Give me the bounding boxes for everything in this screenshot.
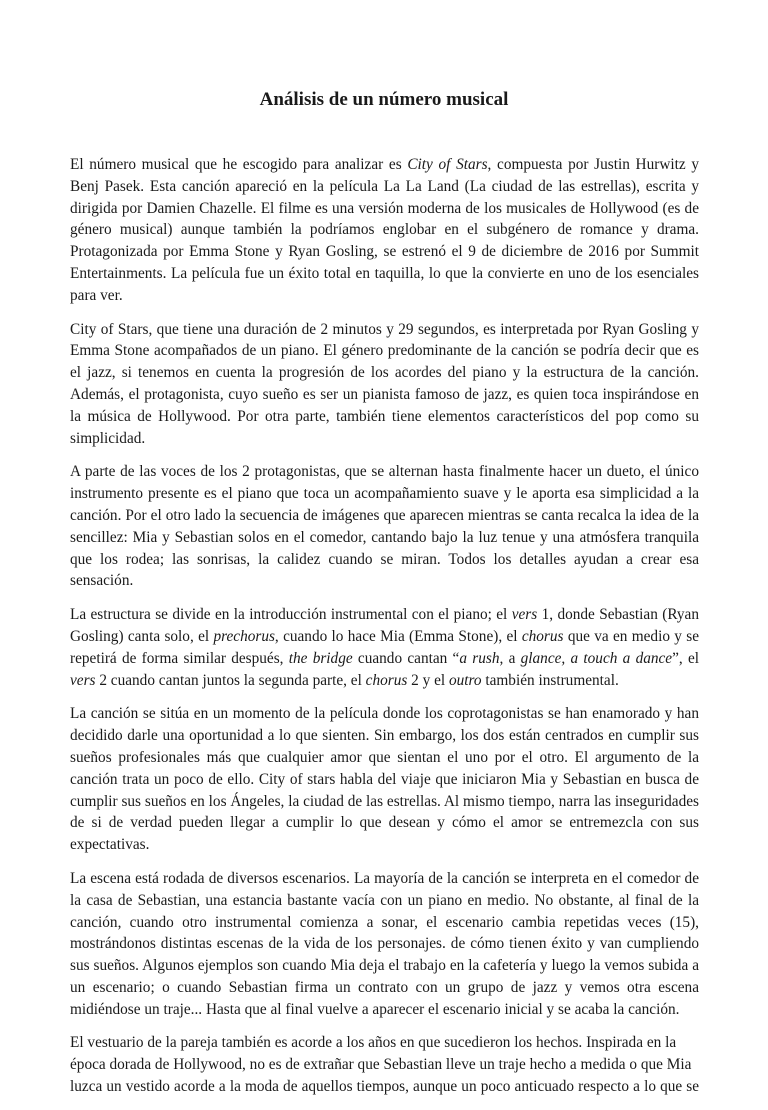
italic-text: chorus	[521, 627, 564, 645]
paragraph-text: , cuando lo hace Mia (Emma Stone), el	[274, 627, 522, 645]
paragraph-text: A parte de las voces de los 2 protagonistas, que se alternan hasta finalmente hacer un dueto, el único instrumento presente es el piano que toca un acompañamiento suave y le aporta esa simplicidad a la canción. Por el otro lado la secuencia de imágenes que aparecen mientras se canta recalca la idea de la sencillez: Mia y Sebastian solos en el comedor, cantando bajo la luz tenue y una atmósfera tranquila que los rodea; las sonrisas, la calidez cuando se miran. Todos los detalles ayudan a crear esa sensación.	[70, 463, 699, 590]
paragraph-text: también instrumental.	[481, 671, 619, 689]
italic-text: vers	[511, 606, 538, 624]
paragraph-text: 2 cuando cantan juntos la segunda parte, el	[95, 671, 366, 689]
paragraph-text: que va en medio y se repetirá de forma similar después,	[70, 627, 699, 667]
paragraph-text: La canción se sitúa en un momento de la película donde los coprotagonistas se han enamorado y han decidido darle una oportunidad a lo que sienten. Sin embargo, los dos están centrados en cumplir sus sueños profesionales más que cualquier amor que sientan el uno por el otro. El argumento de la canción trata un poco de ello. City of stars habla del viaje que iniciaron Mia y Sebastian en busca de cumplir sus sueños en los Ángeles, la ciudad de las estrellas. Al mismo tiempo, narra las inseguridades de si de verdad pueden llegar a cumplir lo que desean y cómo el amor se entremezcla con sus expectativas.	[70, 705, 699, 854]
paragraph-text: La estructura se divide en la introducción instrumental con el piano; el	[70, 606, 512, 624]
italic-text: City of Stars	[407, 156, 488, 173]
italic-text: prechorus	[213, 627, 275, 645]
paragraph-text: 1, donde Sebastian (Ryan Gosling) canta solo, el	[70, 606, 699, 645]
italic-text: outro	[448, 671, 482, 689]
paragraph-text: La escena está rodada de diversos escenarios. La mayoría de la canción se interpreta en el comedor de la casa de Sebastian, una estancia bastante vacía con un piano en medio. No obstante, al final de la canción, cuando otro instrumental comienza a sonar, el escenario cambia repetidas veces (15), mostrándonos distintas escenas de la vida de los personajes. de cómo tienen éxito y van cumpliendo sus sueños. Algunos ejemplos son cuando Mia deja el trabajo en la cafetería y luego la vemos subida a un escenario; o cuando Sebastian firma un contrato con un grupo de jazz y vemos otra escena midiéndose un traje... Hasta que al final vuelve a aparecer el escenario inicial y se acaba la canción.	[70, 869, 699, 1018]
italic-text: vers	[70, 671, 96, 689]
document-body	[70, 154, 699, 1110]
paragraph-text: ”, el	[672, 649, 700, 667]
paragraph-5	[70, 703, 699, 856]
paragraph-1	[70, 154, 699, 307]
paragraph-text: , compuesta por Justin Hurwitz y Benj Pasek. Esta canción apareció en la película La La Land (La ciudad de las estrellas), escrita y dirigida por Damien Chazelle. El filme es una versión moderna de los musicales de Hollywood (es de género musical) aunque también la podríamos englobar en el subgénero de romance y drama. Protagonizada por Emma Stone y Ryan Gosling, se estrenó el 9 de diciembre de 2016 por Summit Entertainments. La película fue un éxito total en taquilla, lo que la convierte en uno de los esenciales para ver.	[70, 156, 700, 304]
paragraph-3	[70, 461, 699, 592]
italic-text: a rush,	[459, 649, 504, 667]
paragraph-text: 2 y el	[407, 671, 449, 689]
italic-text: chorus	[365, 671, 408, 689]
paragraph-2	[70, 319, 699, 450]
paragraph-7	[70, 1032, 699, 1097]
paragraph-text: El número musical que he escogido para analizar es	[70, 156, 408, 173]
paragraph-text: City of Stars, que tiene una duración de 2 minutos y 29 segundos, es interpretada por Ryan Gosling y Emma Stone acompañados de un piano. El género predominante de la canción se podría decir que es el jazz, si tenemos en cuenta la progresión de los acordes del piano y la estructura de la canción. Además, el protagonista, cuyo sueño es ser un pianista famoso de jazz, es quien toca inspirándose en la música de Hollywood. Por otra parte, también tiene elementos característicos del pop como su simplicidad.	[70, 320, 699, 447]
italic-text: glance, a touch a dance	[520, 649, 673, 667]
document-title: Análisis de un número musical	[259, 89, 509, 110]
paragraph-6	[70, 868, 699, 1021]
paragraph-text: El vestuario de la pareja también es acorde a los años en que sucedieron los hechos. Inspirada en la época dorada de Hollywood, no es de extrañar que Sebastian lleve un traje hecho a medida o que Mia luzca un vestido acorde a la moda de aquellos tiempos, aunque un poco anticuado respecto a lo que se	[70, 1034, 699, 1096]
italic-text: the bridge	[288, 649, 353, 667]
paragraph-text: a	[503, 649, 521, 667]
paragraph-text: cuando cantan “	[352, 649, 460, 667]
paragraph-4	[70, 604, 699, 691]
